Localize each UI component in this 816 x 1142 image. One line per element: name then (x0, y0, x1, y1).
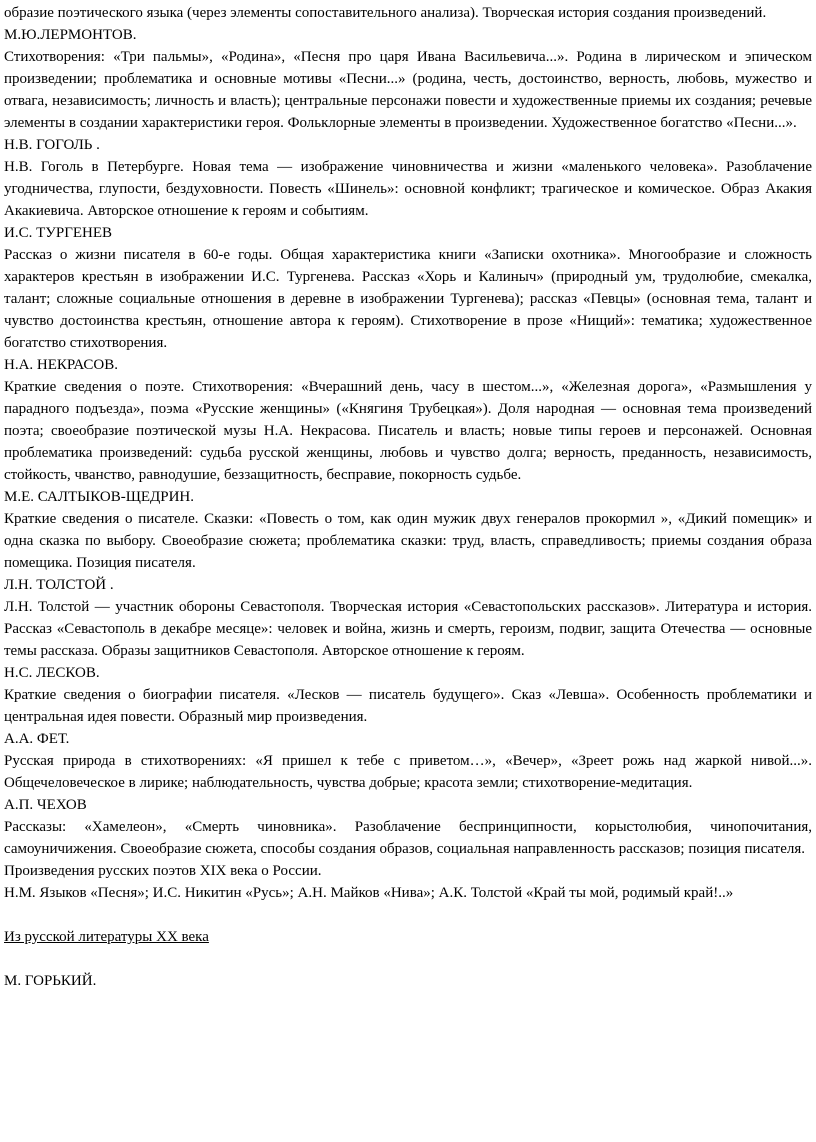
section-nekrasov (4, 354, 812, 486)
poets-text: Н.М. Языков «Песня»; И.С. Никитин «Русь»; А.Н. Майков «Нива»; А.К. Толстой «Край ты мой, родимый край!..» (4, 885, 734, 901)
author-heading: А.А. ФЕТ. (4, 731, 70, 747)
section-fet (4, 728, 812, 794)
author-heading: Л.Н. ТОЛСТОЙ . (4, 577, 114, 593)
section-gogol (4, 134, 812, 222)
author-heading: Н.А. НЕКРАСОВ. (4, 357, 119, 373)
author-heading: Н.В. ГОГОЛЬ . (4, 137, 100, 153)
section-lermontov (4, 24, 812, 134)
author-heading: Н.С. ЛЕСКОВ. (4, 665, 100, 681)
section-saltykov (4, 486, 812, 574)
section-text: Стихотворения: «Три пальмы», «Родина», «Песня про царя Ивана Васильевича...». Родина в лирическом и эпическом произведении; проблематика и основные мотивы «Песни...» (родина, честь, достоинство, верность, любовь, мужество и отвага, независимость; личность и власть); центральные персонажи повести и художественные приемы их создания; речевые элементы в создании характеристики героя. Фольклорные элементы в произведении. Художественное богатство «Песни...». (4, 49, 812, 131)
author-heading: М.Ю.ЛЕРМОНТОВ. (4, 27, 137, 43)
intro-paragraph: образие поэтического языка (через элементы сопоставительного анализа). Творческая история создания произведений. (4, 5, 767, 21)
section-turgenev (4, 222, 812, 354)
blank-line (4, 948, 812, 970)
section-text: Л.Н. Толстой — участник обороны Севастополя. Творческая история «Севастопольских рассказов». Литература и история. Рассказ «Севастополь в декабре месяце»: человек и война, жизнь и смерть, героизм, подвиг, защита Отечества — основные темы рассказа. Образы защитников Севастополя. Авторское отношение к героям. (4, 599, 812, 659)
section-chekhov (4, 794, 812, 860)
section-text: Краткие сведения о биографии писателя. «Лесков — писатель будущего». Сказ «Левша». Особенность проблематики и центральная идея повести. Образный мир произведения. (4, 687, 812, 725)
section-xx-title: Из русской литературы XX века (4, 929, 209, 945)
last-author-heading: М. ГОРЬКИЙ. (4, 973, 97, 989)
section-text: Краткие сведения о поэте. Стихотворения: «Вчерашний день, часу в шестом...», «Железная дорога», «Размышления у парадного подъезда», поэма «Русские женщины» («Княгиня Трубецкая»). Доля народная — основная тема произведений поэта; своеобразие поэтической музы Н.А. Некрасова. Писатель и власть; новые типы героев и персонажей. Основная проблематика произведений: судьба русской женщины, любовь и чувство долга; верность, преданность, независимость, стойкость, чванство, равнодушие, беззащитность, бесправие, покорность судьбе. (4, 379, 812, 483)
author-heading: И.С. ТУРГЕНЕВ (4, 225, 113, 241)
section-text: Рассказ о жизни писателя в 60-е годы. Общая характеристика книги «Записки охотника». Многообразие и сложность характеров крестьян в изображении И.С. Тургенева. Рассказ «Хорь и Калиныч» (природный ум, трудолюбие, смекалка, талант; сложные социальные отношения в деревне в изображении Тургенева); рассказ «Певцы» (основная тема, талант и чувство достоинства крестьян, отношение автора к героям). Стихотворение в прозе «Нищий»: тематика; художественное богатство стихотворения. (4, 247, 812, 351)
section-text: Н.В. Гоголь в Петербурге. Новая тема — изображение чиновничества и жизни «маленького человека». Разоблачение угодничества, глупости, бездуховности. Повесть «Шинель»: основной конфликт; трагическое и комическое. Образ Акакия Акакиевича. Авторское отношение к героям и событиям. (4, 159, 812, 219)
poets-heading: Произведения русских поэтов XIX века о России. (4, 863, 322, 879)
author-heading: А.П. ЧЕХОВ (4, 797, 87, 813)
section-text: Рассказы: «Хамелеон», «Смерть чиновника». Разоблачение беспринципности, корыстолюбия, чинопочитания, самоуничижения. Своеобразие сюжета, способы создания образов, социальная направленность рассказов; позиция писателя. (4, 819, 812, 857)
section-text: Русская природа в стихотворениях: «Я пришел к тебе с приветом…», «Вечер», «Зреет рожь над жаркой нивой...». Общечеловеческое в лирике; наблюдательность, чувства добрые; красота земли; стихотворение-медитация. (4, 753, 812, 791)
section-leskov (4, 662, 812, 728)
section-text: Краткие сведения о писателе. Сказки: «Повесть о том, как один мужик двух генералов прокормил », «Дикий помещик» и одна сказка по выбору. Своеобразие сюжета; проблематика сказки: труд, власть, справедливость; приемы создания образа помещика. Позиция писателя. (4, 511, 812, 571)
author-heading: М.Е. САЛТЫКОВ-ЩЕДРИН. (4, 489, 195, 505)
section-tolstoy (4, 574, 812, 662)
